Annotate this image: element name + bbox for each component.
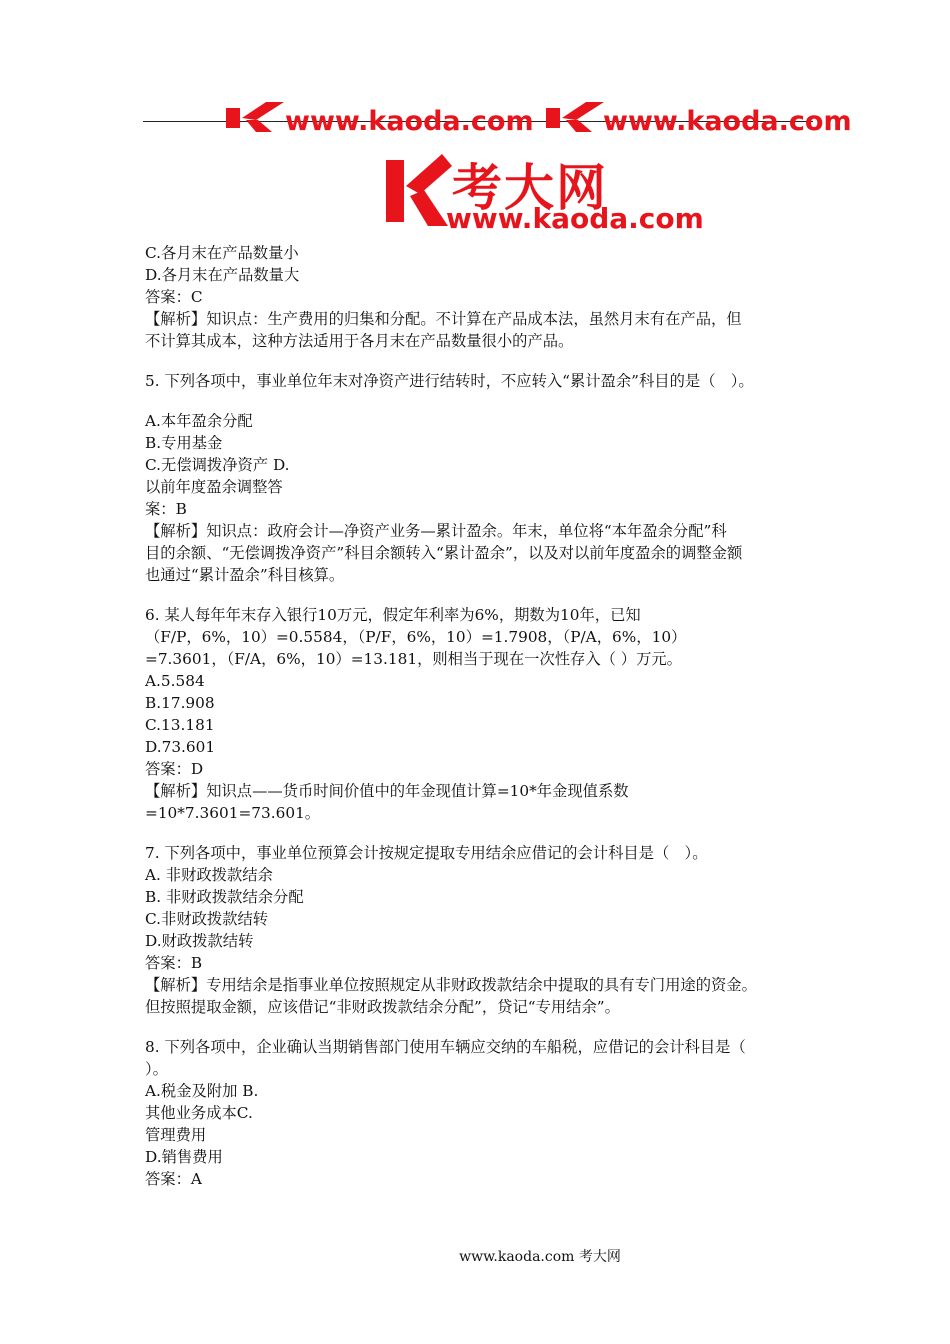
text-line: 5. 下列各项中，事业单位年末对净资产进行结转时，不应转入“累计盈余”科目的是（ ）。: [145, 372, 754, 390]
text-line: 案：B: [145, 500, 187, 518]
text-line: B.17.908: [145, 694, 215, 712]
text-line: D.财政拨款结转: [145, 932, 254, 950]
text-line: 【解析】专用结余是指事业单位按照规定从非财政拨款结余中提取的具有专门用途的资金。: [145, 976, 757, 994]
text-line: 目的余额、“无偿调拨净资产”科目余额转入“累计盈余”，以及对以前年度盈余的调整金额: [145, 544, 743, 562]
text-line: 【解析】知识点：生产费用的归集和分配。不计算在产品成本法，虽然月末有在产品，但: [145, 310, 742, 328]
paragraph-gap: [145, 586, 825, 604]
text-line: D.73.601: [145, 738, 216, 756]
text-line: 8. 下列各项中，企业确认当期销售部门使用车辆应交纳的车船税，应借记的会计科目是（: [145, 1038, 746, 1056]
text-line: 答案：A: [145, 1170, 202, 1188]
watermark-url-right: www.kaoda.com: [603, 106, 852, 137]
paragraph-gap: [145, 352, 825, 370]
text-line: 【解析】知识点——货币时间价值中的年金现值计算=10*年金现值系数: [145, 782, 629, 800]
text-line: 答案：B: [145, 954, 203, 972]
text-line: 6. 某人每年年末存入银行10万元，假定年利率为6%，期数为10年，已知: [145, 606, 641, 624]
page-footer: www.kaoda.com 考大网: [459, 1249, 621, 1265]
text-line: 也通过“累计盈余”科目核算。: [145, 566, 345, 584]
text-line: 管理费用: [145, 1126, 207, 1144]
text-line: D.销售费用: [145, 1148, 223, 1166]
paragraph-gap: [145, 1018, 825, 1036]
text-line: （F/P，6%，10）=0.5584，（P/F，6%，10）=1.7908，（P/A，6%，10）: [145, 628, 687, 646]
text-line: A.税金及附加 B.: [145, 1082, 259, 1100]
text-line: C.各月末在产品数量小: [145, 244, 299, 262]
kaoda-k-logo-icon: [546, 102, 608, 132]
text-line: B.专用基金: [145, 434, 223, 452]
text-line: ）。: [145, 1060, 168, 1078]
document-body: [145, 242, 825, 1190]
text-line: A. 非财政拨款结余: [145, 866, 273, 884]
text-line: 不计算其成本，这种方法适用于各月末在产品数量很小的产品。: [145, 332, 574, 350]
text-line: 7. 下列各项中，事业单位预算会计按规定提取专用结余应借记的会计科目是（ ）。: [145, 844, 708, 862]
text-line: A.5.584: [145, 672, 205, 690]
text-line: 答案：C: [145, 288, 203, 306]
text-line: B. 非财政拨款结余分配: [145, 888, 304, 906]
watermark-url-left: www.kaoda.com: [285, 106, 534, 137]
text-line: D.各月末在产品数量大: [145, 266, 300, 284]
logo-chinese-name: 考大网: [452, 159, 608, 217]
text-line: C.非财政拨款结转: [145, 910, 269, 928]
text-line: 以前年度盈余调整答: [145, 478, 283, 496]
text-line: =7.3601，（F/A，6%，10）=13.181，则相当于现在一次性存入（ ）万元。: [145, 650, 682, 668]
text-line: 但按照提取金额，应该借记“非财政拨款结余分配”，贷记“专用结余”。: [145, 998, 620, 1016]
text-line: 【解析】知识点：政府会计—净资产业务—累计盈余。年末，单位将“本年盈余分配”科: [145, 522, 727, 540]
text-line: C.无偿调拨净资产 D.: [145, 456, 290, 474]
paragraph-gap: [145, 392, 825, 410]
text-line: =10*7.3601=73.601。: [145, 804, 321, 822]
text-line: C.13.181: [145, 716, 215, 734]
logo-url: www.kaoda.com: [446, 202, 704, 235]
kaoda-k-logo-icon: [226, 102, 288, 132]
text-line: A.本年盈余分配: [145, 412, 253, 430]
text-line: 答案：D: [145, 760, 204, 778]
kaoda-big-k-logo-icon: [386, 152, 452, 228]
paragraph-gap: [145, 824, 825, 842]
text-line: 其他业务成本C.: [145, 1104, 253, 1122]
